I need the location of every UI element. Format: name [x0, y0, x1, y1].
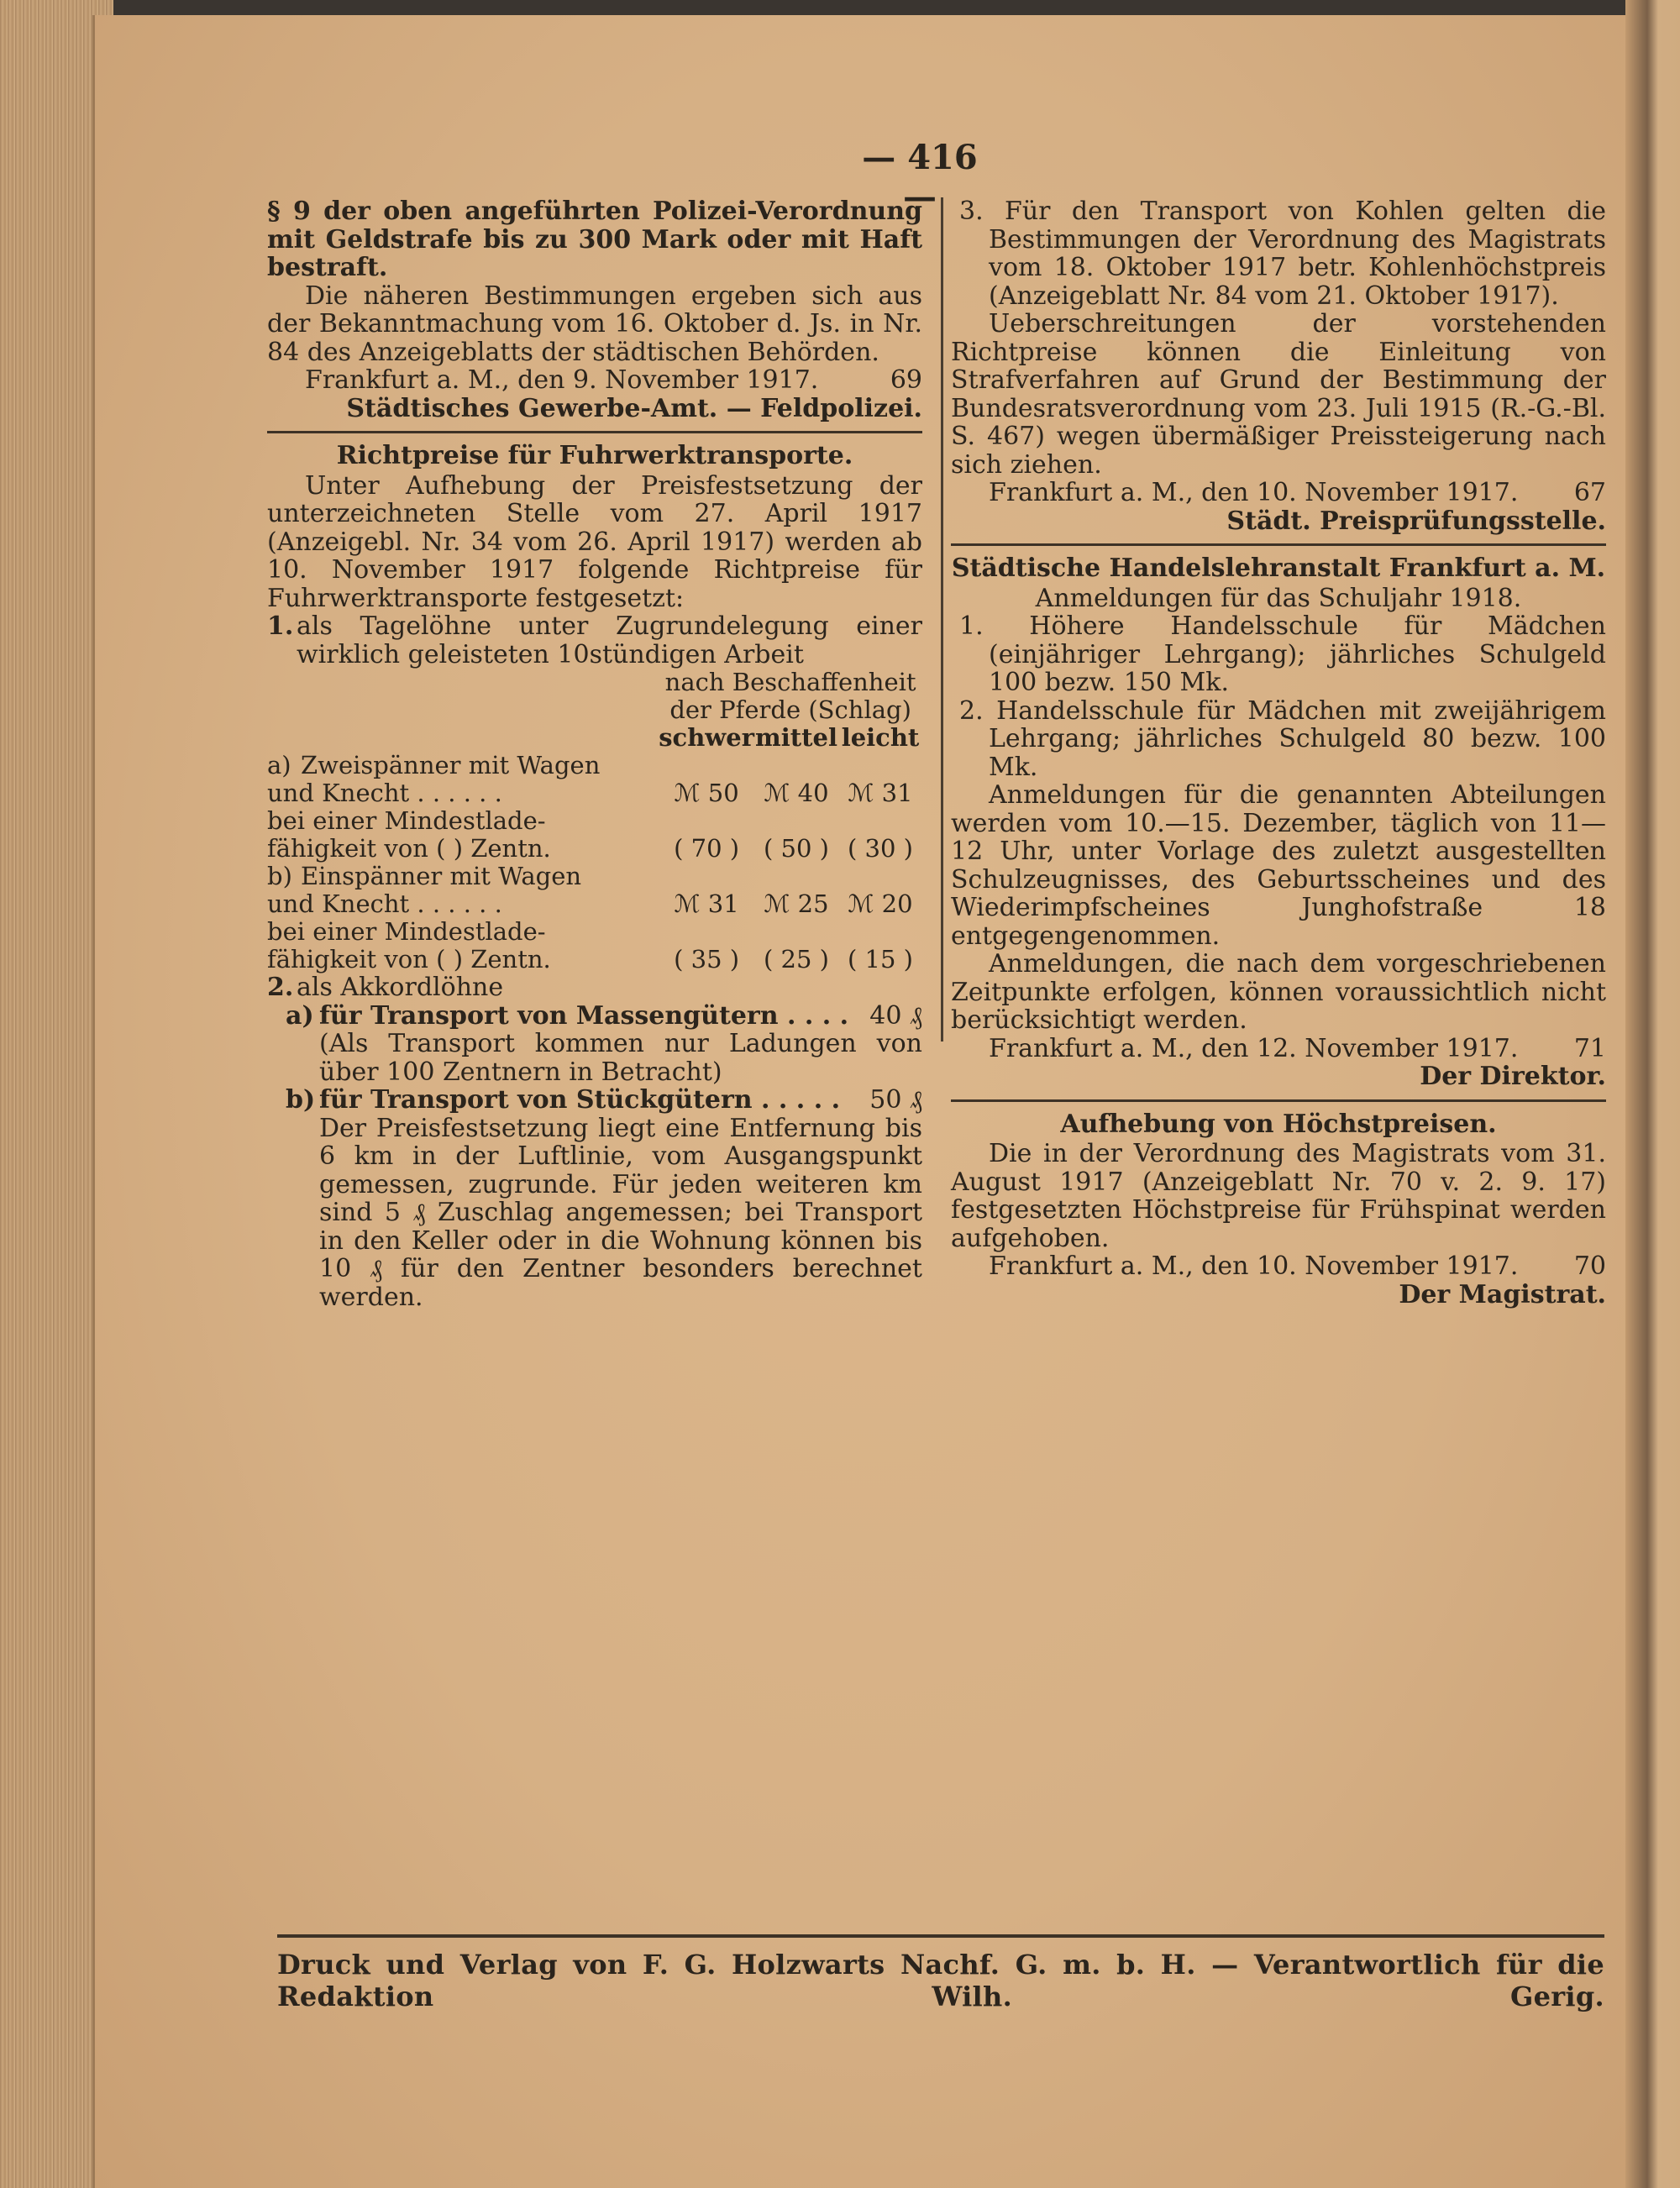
- page-number: — 416 —: [862, 138, 978, 217]
- row-text: bei einer Mindestlade-: [267, 917, 546, 946]
- row-text: Einspänner mit Wagen: [301, 862, 582, 890]
- paragraph: Die in der Verordnung des Magistrats vom 31. August 1917 (Anzeigeblatt Nr. 70 v. 2. 9. 17) festgesetzten Höchstpreise für Frühspinat werden aufgehoben.: [951, 1139, 1606, 1253]
- list-text: als Akkordlöhne: [297, 973, 504, 1002]
- intro-bold-paragraph: § 9 der oben angeführten Polizei-Verordnung mit Geldstrafe bis zu 300 Mark oder mit Haft bestraft.: [267, 197, 922, 282]
- subitem-label: b): [286, 1085, 316, 1115]
- right-column: [951, 197, 1606, 1317]
- dateline: [951, 1035, 1606, 1063]
- section-heading: Städtische Handelslehranstalt Frankfurt a. M.: [951, 554, 1606, 583]
- section-divider: [951, 1099, 1606, 1102]
- subitem-note: (Als Transport kommen nur Ladungen von über 100 Zentnern in Betracht): [319, 1029, 922, 1087]
- row-text: fähigkeit von ( ) Zentn.: [267, 945, 551, 973]
- column-divider: [941, 197, 943, 1042]
- row-label: b): [267, 862, 292, 890]
- table-row: [267, 752, 922, 779]
- table-cell: ℳ 31: [848, 779, 913, 807]
- table-row: [267, 863, 922, 890]
- row-text: und Knecht . . . . . .: [267, 779, 502, 807]
- subitem-label: a): [286, 1000, 314, 1031]
- notice-number: 67: [1573, 478, 1606, 507]
- table-row: [267, 779, 922, 807]
- row-text: und Knecht . . . . . .: [267, 889, 502, 918]
- table-cell: ( 25 ): [764, 945, 829, 973]
- list-subitem: [267, 1002, 922, 1031]
- dateline: [267, 366, 922, 395]
- row-text: fähigkeit von ( ) Zentn.: [267, 834, 551, 863]
- table-cell: ℳ 25: [764, 889, 829, 918]
- intro-paragraph: Die näheren Bestimmungen ergeben sich aus der Bekanntmachung vom 16. Oktober d. Js. in Nr. 84 des Anzeigeblatts der städtischen Behörden.: [267, 281, 922, 367]
- signature: Der Magistrat.: [1399, 1279, 1606, 1309]
- table-cell: ( 70 ): [674, 834, 740, 863]
- table-cell: ( 50 ): [764, 834, 829, 863]
- row-text: bei einer Mindestlade-: [267, 806, 546, 835]
- table-row: [267, 890, 922, 918]
- table-row: [267, 807, 922, 835]
- notice-number: 70: [1573, 1251, 1606, 1281]
- footer-rule: [277, 1934, 1604, 1938]
- subitem-price: 50 ₰: [869, 1085, 922, 1115]
- table-cell: ℳ 40: [764, 779, 829, 807]
- column-header: mittel: [755, 723, 837, 752]
- signature: Städtisches Gewerbe-Amt. — Feldpolizei.: [346, 393, 922, 423]
- section-heading: Aufhebung von Höchstpreisen.: [1060, 1109, 1497, 1139]
- section-divider: [951, 543, 1606, 546]
- spine-shadow: [1625, 0, 1680, 2188]
- list-item: 2. Handelsschule für Mädchen mit zweijährigem Lehrgang; jährliches Schulgeld 80 bezw. 100 Mk.: [959, 695, 1606, 782]
- paragraph: Unter Aufhebung der Preisfestsetzung der unterzeichneten Stelle vom 27. April 1917 (Anzeigebl. Nr. 34 vom 26. April 1917) werden ab 10. November 1917 folgende Richtpreise für Fuhrwerktransporte festgesetzt:: [267, 470, 922, 613]
- subitem-text: für Transport von Stückgütern . . . . .: [319, 1085, 841, 1115]
- dateline-text: Frankfurt a. M., den 10. November 1917.: [989, 478, 1519, 507]
- paragraph: Anmeldungen für die genannten Abteilungen werden vom 10.—15. Dezember, täglich von 11—12 Uhr, unter Vorlage des zuletzt ausgestellten Schulzeugnisses, des Geburtsscheines und des Wiederimpfscheines Junghofstraße 18 entgegengenommen.: [951, 780, 1606, 951]
- column-header: schwer: [659, 723, 754, 752]
- list-item: [267, 973, 922, 1002]
- column-header: leicht: [841, 723, 920, 752]
- list-number: 1.: [267, 611, 294, 641]
- dateline-text: Frankfurt a. M., den 9. November 1917.: [305, 365, 819, 395]
- table-cell: ( 30 ): [848, 834, 913, 863]
- notice-number: 71: [1573, 1033, 1606, 1063]
- list-number: 2.: [267, 973, 294, 1002]
- section-heading: Richtpreise für Fuhrwerktransporte.: [336, 441, 853, 470]
- section-subheading: Anmeldungen für das Schuljahr 1918.: [1035, 583, 1522, 613]
- table-cell: ℳ 31: [674, 889, 739, 918]
- subitem-price: 40 ₰: [869, 1000, 922, 1031]
- row-text: Zweispänner mit Wagen: [301, 751, 601, 779]
- table-caption: nach Beschaffenheit der Pferde (Schlag): [664, 668, 916, 724]
- section-divider: [267, 431, 922, 433]
- paragraph: Ueberschreitungen der vorstehenden Richtpreise können die Einleitung von Strafverfahren auf Grund der Bestimmung der Bundesratsverordnung vom 23. Juli 1915 (R.-G.-Bl. S. 467) wegen übermäßiger Preissteigerung nach sich ziehen.: [951, 309, 1606, 480]
- table-row: [267, 835, 922, 863]
- list-item: [267, 612, 922, 669]
- table-cell: ( 35 ): [674, 945, 740, 973]
- table-row: [267, 946, 922, 973]
- notice-number: 69: [890, 365, 922, 395]
- rates-table: [267, 669, 922, 973]
- left-column: [267, 197, 922, 1311]
- row-label: a): [267, 751, 291, 779]
- dateline-text: Frankfurt a. M., den 10. November 1917.: [989, 1251, 1519, 1281]
- table-cell: ( 15 ): [848, 945, 913, 973]
- dateline-text: Frankfurt a. M., den 12. November 1917.: [989, 1033, 1519, 1063]
- subitem-text: für Transport von Massengütern . . . .: [319, 1000, 849, 1031]
- list-item: 1. Höhere Handelsschule für Mädchen (einjähriger Lehrgang); jährliches Schulgeld 100 bezw. 150 Mk.: [959, 611, 1606, 697]
- dateline: [951, 1252, 1606, 1281]
- signature: Städt. Preisprüfungsstelle.: [1226, 506, 1606, 536]
- table-row: [267, 918, 922, 946]
- list-item: 3. Für den Transport von Kohlen gelten die Bestimmungen der Verordnung des Magistrats vom 18. Oktober 1917 betr. Kohlenhöchstpreis (Anzeigeblatt Nr. 84 vom 21. Oktober 1917).: [959, 197, 1606, 311]
- table-cell: ℳ 50: [674, 779, 739, 807]
- subitem-note: Der Preisfestsetzung liegt eine Entfernung bis 6 km in der Luftlinie, vom Ausgangspunkt gemessen, zugrunde. Für jeden weiteren km sind 5 ₰ Zuschlag angemessen; bei Transport in den Keller oder in die Wohnung können bis 10 ₰ für den Zentner besonders berechnet werden.: [319, 1113, 922, 1312]
- list-subitem: [267, 1086, 922, 1115]
- table-cell: ℳ 20: [848, 889, 913, 918]
- dateline: [951, 479, 1606, 507]
- footer-imprint: Druck und Verlag von F. G. Holzwarts Nachf. G. m. b. H. — Verantwortlich für die Redaktion Wilh. Gerig.: [277, 1949, 1604, 2012]
- list-text: als Tagelöhne unter Zugrundelegung einer wirklich geleisteten 10stündigen Arbeit: [297, 611, 922, 669]
- paragraph: Anmeldungen, die nach dem vorgeschriebenen Zeitpunkte erfolgen, können voraussichtlich nicht berücksichtigt werden.: [951, 949, 1606, 1035]
- signature: Der Direktor.: [1420, 1062, 1606, 1091]
